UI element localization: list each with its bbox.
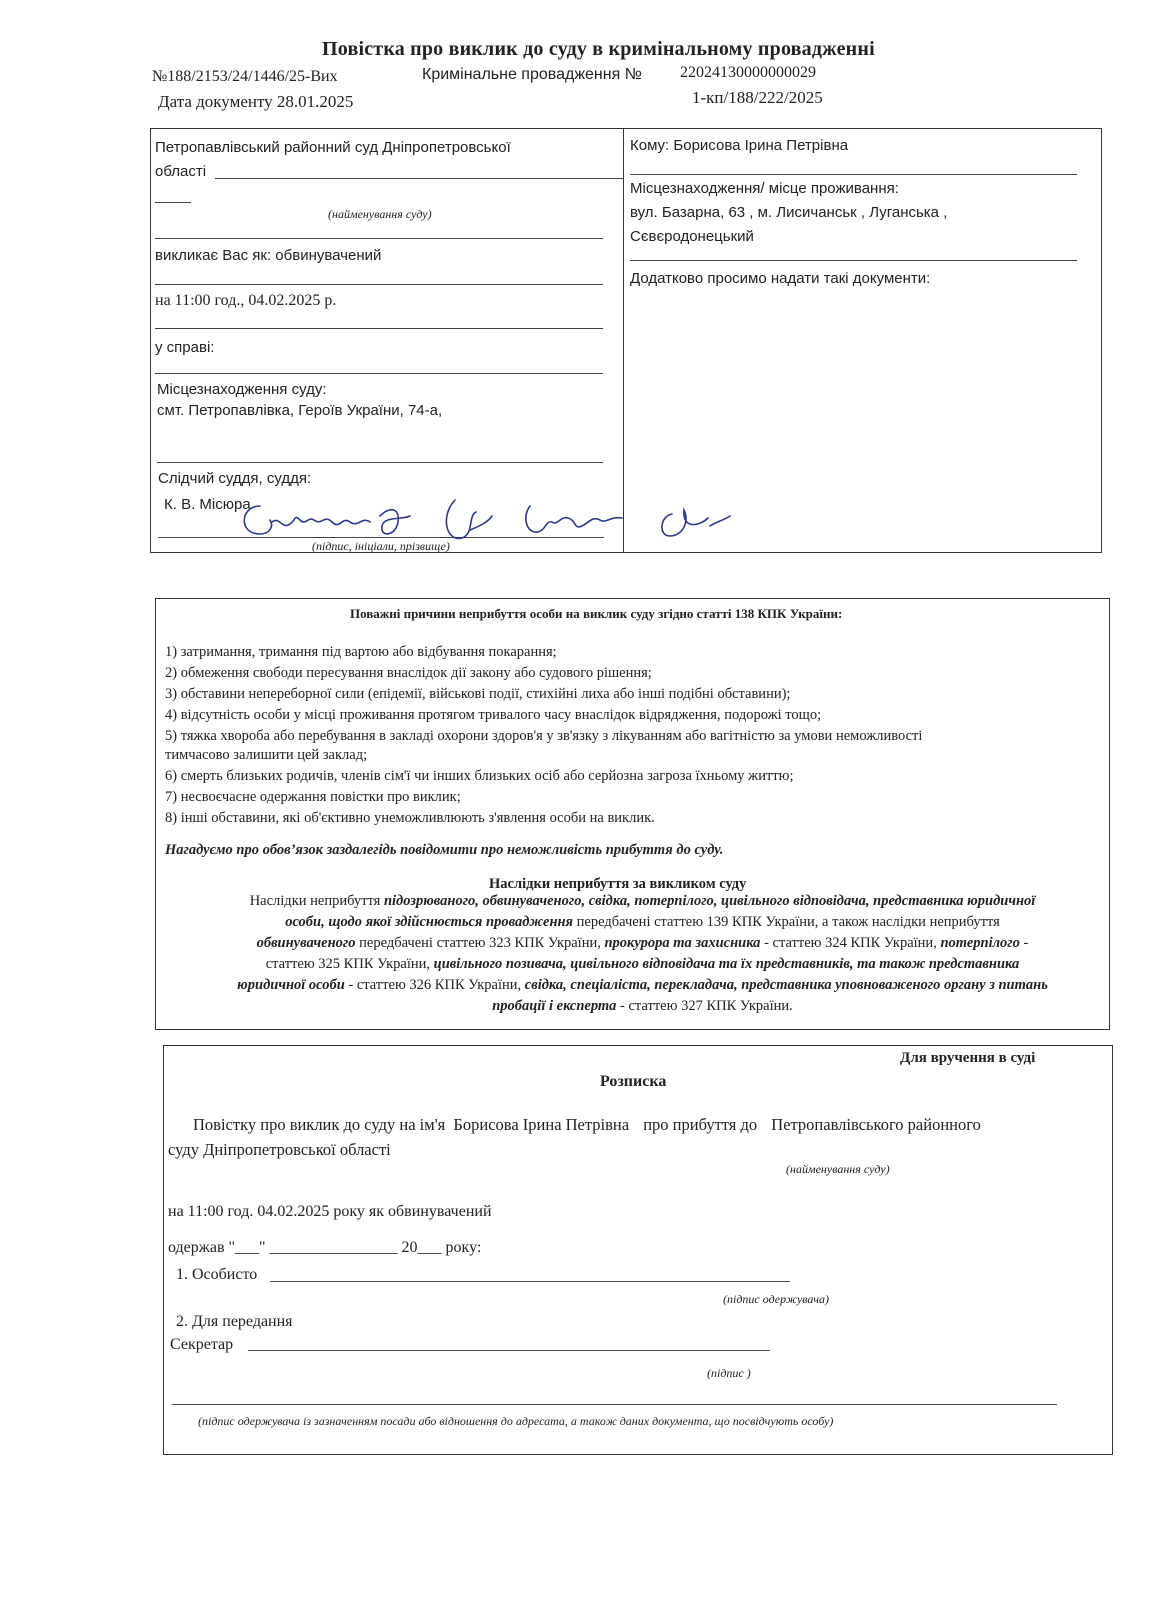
outgoing-number: №188/2153/24/1446/25-Вих [152,68,338,85]
receipt-received-line: одержав "___" ________________ 20___ року: [168,1239,482,1256]
consequences-text: - [1019,935,1029,951]
in-case-line [155,373,603,374]
reminder-text: Нагадуємо про обов’язок заздалегідь повідомити про неможливість прибуття до суду. [165,842,724,858]
court-location-line [157,462,603,463]
consequences-emph: юридичної особи [237,977,345,993]
appear-time: на 11:00 год., 04.02.2025 р. [155,292,337,309]
receipt-bottom-caption: (підпис одержувача із зазначенням посади або відношення до адресата, а також даних документа, що посвідчують особу) [198,1414,834,1428]
consequences-emph: цивільного позивача, цивільного відповідача та їх представників, та також представника [433,956,1020,972]
case-number: 22024130000000029 [680,64,816,81]
consequences-text: статтею 325 КПК України, [265,956,434,972]
reasons-title: Поважні причини неприбуття особи на виклик суду згідно статті 138 КПК України: [350,606,843,621]
document-title: Повістка про виклик до суду в кримінальному провадженні [322,38,875,60]
reason-item: 7) несвоєчасне одержання повістки про виклик; [165,789,461,805]
reason-item: 1) затримання, тримання під вартою або відбування покарання; [165,644,557,660]
receipt-recipient-name: Борисова Ірина Петрівна [453,1115,630,1134]
reason-item: 5) тяжка хвороба або перебування в закладі охорони здоров'я у зв'язку з лікуванням або вагітністю за умови неможливості [165,728,923,744]
summoned-as: викликає Вас як: обвинувачений [155,247,382,264]
receipt-secretary: Секретар [170,1336,234,1353]
court-case-number: 1-кп/188/222/2025 [692,88,823,107]
consequences-emph: обвинуваченого [256,935,356,951]
receipt-line1 [193,1115,981,1135]
receipt-transfer: 2. Для передання [176,1313,293,1330]
receipt-personal-line [270,1281,790,1282]
receipt-text: Повістку про виклик до суду на ім'я [193,1115,446,1134]
judge-label: Слідчий суддя, суддя: [158,470,312,487]
case-label: Кримінальне провадження № [422,66,642,83]
receipt-personal: 1. Особисто [176,1266,258,1283]
receipt-title: Розписка [600,1073,667,1090]
document-date: Дата документу 28.01.2025 [158,92,354,111]
consequences-text: - статтею 326 КПК України, [344,977,525,993]
consequences-line [170,954,1115,975]
reason-item: тимчасово залишити цей заклад; [165,747,368,763]
court-name-underline [215,178,623,179]
receipt-bottom-line [172,1404,1057,1405]
reason-item: 8) інші обставини, які об'єктивно унеможливлюють з'явлення особи на виклик. [165,810,655,826]
consequences-title: Наслідки неприбуття за викликом суду [489,876,747,892]
recipient-address-label: Місцезнаходження/ місце проживання: [630,180,899,197]
consequences-emph: свідка, спеціаліста, перекладача, представника уповноваженого органу з питань [524,977,1048,993]
consequences-line [170,891,1115,912]
consequences-emph: пробації і експерта [492,998,617,1014]
for-court-label: Для вручення в суді [900,1050,1036,1066]
consequences-text: передбачені статтею 323 КПК України, [355,935,605,951]
reason-item: 3) обставини непереборної сили (епідемії, військові події, стихійні лиха або інші подібні обставини); [165,686,791,702]
documents-request: Додатково просимо надати такі документи: [630,270,931,287]
recipient-address-underline [630,260,1077,261]
consequences-text: - статтею 324 КПК України, [760,935,941,951]
receipt-line2: суду Дніпропетровської області [168,1140,391,1159]
consequences-text: - статтею 327 КПК України. [616,998,793,1014]
consequences-line [170,912,1115,933]
consequences-text: передбачені статтею 139 КПК України, а також наслідки неприбуття [573,914,1000,930]
consequences-text: Наслідки неприбуття [249,893,384,909]
court-name-underline-short [155,202,191,203]
reason-item: 6) смерть близьких родичів, членів сім'ї чи інших близьких осіб або серйозна загроза їхньому життю; [165,768,794,784]
secretary-signature-caption: (підпис ) [707,1366,751,1380]
court-caption-line [155,238,603,239]
appear-time-line [155,328,603,329]
court-name-caption: (найменування суду) [328,207,432,221]
in-case-label: у справі: [155,339,215,356]
consequences-line [170,975,1115,996]
receipt-appear-line: на 11:00 год. 04.02.2025 року як обвинувачений [168,1203,492,1220]
reason-item: 2) обмеження свободи пересування внаслідок дії закону або судового рішення; [165,665,652,681]
judge-name: К. В. Місюра [164,496,251,513]
receipt-court-caption: (найменування суду) [786,1162,890,1176]
judge-signature-caption: (підпис, ініціали, прізвище) [312,539,450,553]
receipt-secretary-line [248,1350,770,1351]
consequences-emph: прокурора та захисника [604,935,761,951]
recipient-address-line1: вул. Базарна, 63 , м. Лисичанськ , Луганська , [630,204,948,221]
consequences-emph: підозрюваного, обвинуваченого, свідка, потерпілого, цивільного відповідача, представника юридичної [383,893,1036,909]
court-location: смт. Петропавлівка, Героїв України, 74-а, [157,402,443,419]
receipt-court-name: Петропавлівського районного [771,1115,981,1134]
recipient-signature-caption: (підпис одержувача) [723,1292,829,1306]
court-name-line1: Петропавлівський районний суд Дніпропетровської [155,139,511,156]
consequences-line [170,933,1115,954]
reason-item: 4) відсутність особи у місці проживання протягом тривалого часу внаслідок відрядження, подорожі тощо; [165,707,822,723]
recipient-name: Кому: Борисова Ірина Петрівна [630,137,849,154]
summoned-as-line [155,284,603,285]
consequences-emph: особи, щодо якої здійснюється провадження [285,914,574,930]
court-name-line2: області [155,163,207,180]
handwritten-signature [230,486,750,546]
recipient-underline [630,174,1077,175]
court-location-label: Місцезнаходження суду: [157,381,327,398]
recipient-address-line2: Сєвєродонецький [630,228,754,245]
consequences-emph: потерпілого [940,935,1020,951]
consequences-line [170,996,1115,1017]
receipt-text: про прибуття до [643,1115,758,1134]
